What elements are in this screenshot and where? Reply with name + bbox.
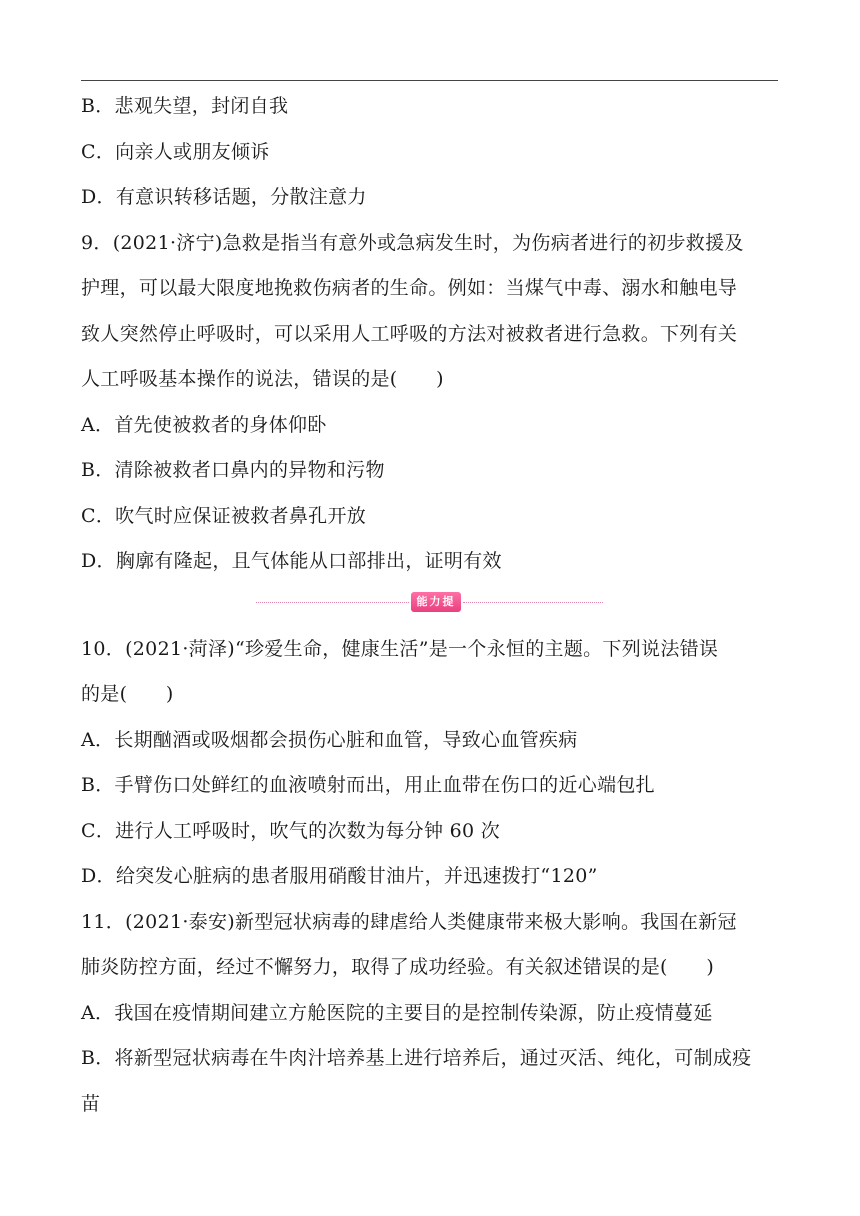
option-text: A．首先使被救者的身体仰卧 <box>81 413 327 436</box>
banner-dotted-line-left <box>256 602 409 603</box>
question-stem-line: 10．(2021·菏泽)“珍爱生命，健康生活”是一个永恒的主题。下列说法错误 <box>81 637 719 660</box>
option-text: B．手臂伤口处鲜红的血液喷射而出，用止血带在伤口的近心端包扎 <box>81 774 655 796</box>
banner-dotted-line-right <box>463 602 603 603</box>
question-11 <box>81 900 781 1128</box>
question-9 <box>81 221 781 585</box>
option-text: D．有意识转移话题，分散注意力 <box>81 186 367 208</box>
option-text: B．将新型冠状病毒在牛肉汁培养基上进行培养后，通过灭活、纯化，可制成疫 <box>81 1047 752 1069</box>
option-text: B．悲观失望，封闭自我 <box>81 95 289 117</box>
header-rule <box>81 80 778 81</box>
question-stem-line: 肺炎防控方面，经过不懈努力，取得了成功经验。有关叙述错误的是( ) <box>81 956 715 978</box>
question-stem-line: 护理，可以最大限度地挽救伤病者的生命。例如：当煤气中毒、溺水和触电导 <box>81 277 738 299</box>
question-stem-line: 致人突然停止呼吸时，可以采用人工呼吸的方法对被救者进行急救。下列有关 <box>81 322 738 345</box>
question-stem-line: 11．(2021·泰安)新型冠状病毒的肆虐给人类健康带来极大影响。我国在新冠 <box>81 910 737 933</box>
option-text: A．我国在疫情期间建立方舱医院的主要目的是控制传染源，防止疫情蔓延 <box>81 1001 713 1024</box>
option-text: C．吹气时应保证被救者鼻孔开放 <box>81 504 367 527</box>
option-text: A．长期酗酒或吸烟都会损伤心脏和血管，导致心血管疾病 <box>81 728 578 751</box>
option-text: C．进行人工呼吸时，吹气的次数为每分钟 60 次 <box>81 819 500 842</box>
option-text: 苗 <box>81 1092 101 1115</box>
page-content <box>81 84 781 1127</box>
question-stem-line: 人工呼吸基本操作的说法，错误的是( ) <box>81 368 444 390</box>
question-stem-line: 的是( ) <box>81 683 174 705</box>
question-10 <box>81 627 781 900</box>
section-banner <box>81 585 781 628</box>
banner-label: 能力提升 <box>411 592 461 612</box>
option-text: B．清除被救者口鼻内的异物和污物 <box>81 459 385 481</box>
option-text: D．给突发心脏病的患者服用硝酸甘油片，并迅速拨打“120” <box>81 865 598 887</box>
option-text: C．向亲人或朋友倾诉 <box>81 140 270 163</box>
question-stem-line: 9．(2021·济宁)急救是指当有意外或急病发生时，为伤病者进行的初步救援及 <box>81 231 744 254</box>
option-text: D．胸廓有隆起，且气体能从口部排出，证明有效 <box>81 550 502 572</box>
